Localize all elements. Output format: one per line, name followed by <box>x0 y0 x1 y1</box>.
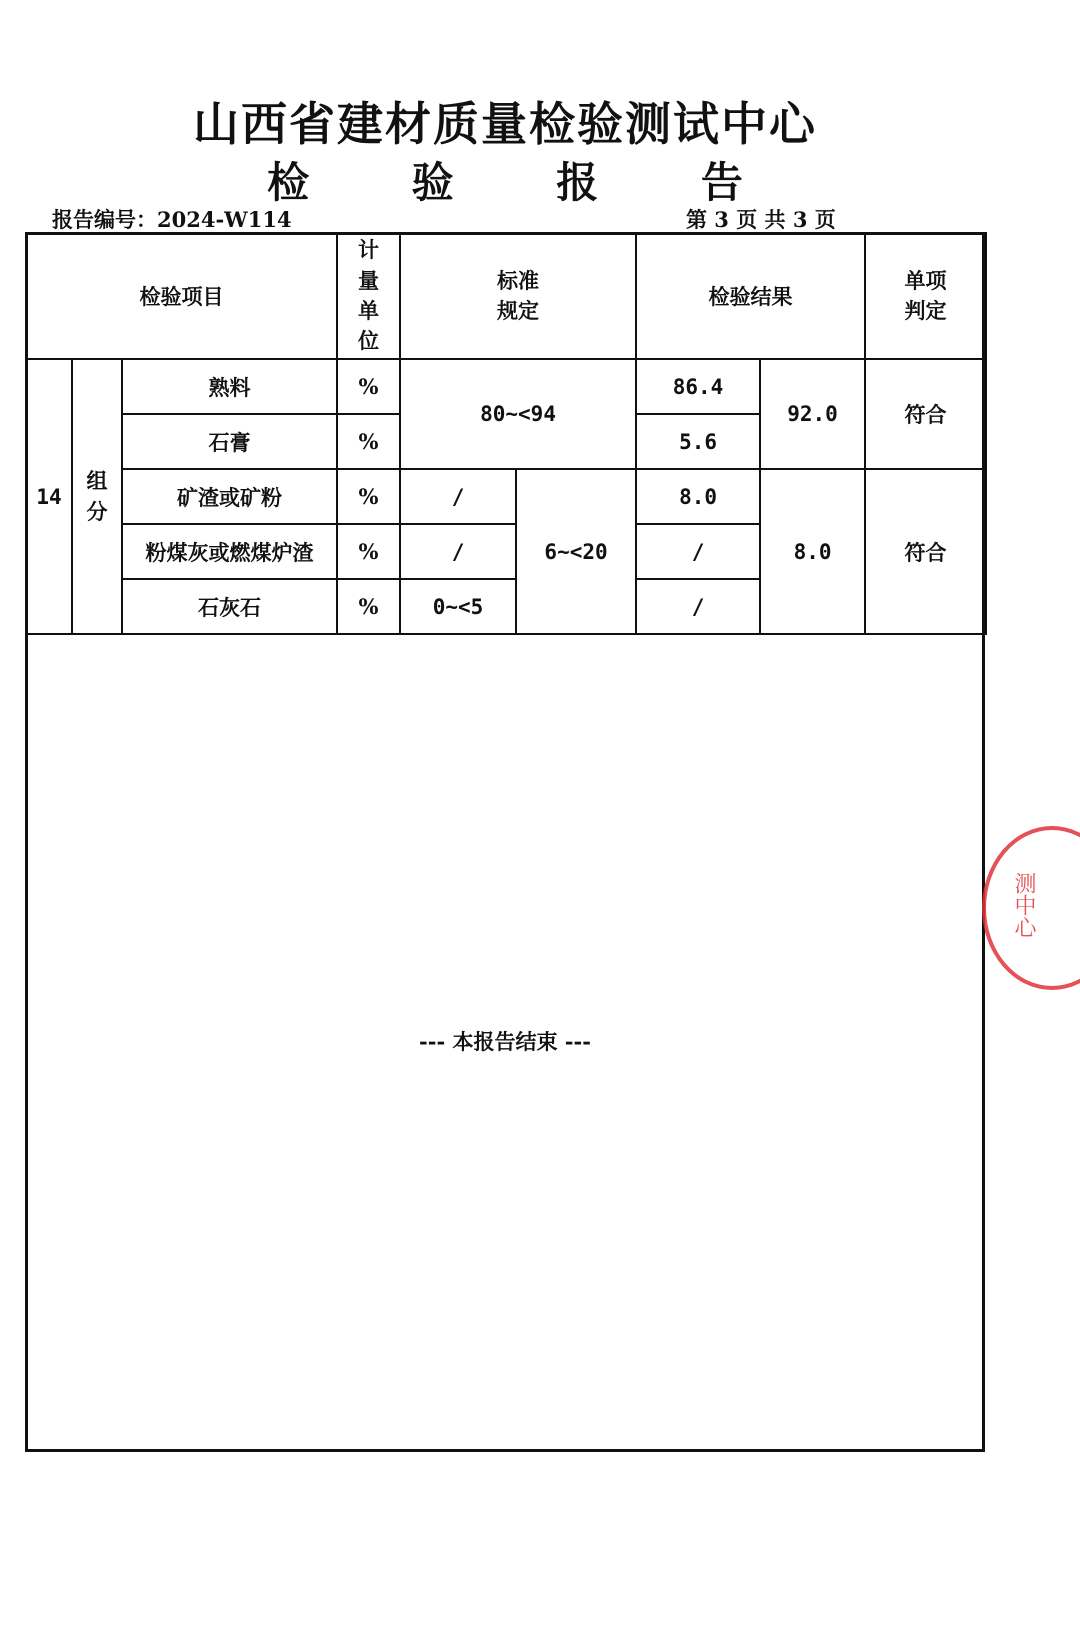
seal-text: 测中心 <box>1011 872 1036 938</box>
page-indicator: 第 3 页 共 3 页 <box>686 207 836 232</box>
standard-value: / <box>400 469 516 524</box>
organization-title: 山西省建材质量检验测试中心 <box>193 97 817 151</box>
report-end-note: --- 本报告结束 --- <box>419 1029 591 1054</box>
item-name: 熟料 <box>122 359 337 414</box>
table-row <box>26 469 986 524</box>
combined-result: 8.0 <box>760 469 865 634</box>
item-unit: % <box>337 579 400 634</box>
judgment-value: 符合 <box>865 469 986 634</box>
item-name: 石膏 <box>122 414 337 469</box>
item-unit: % <box>337 524 400 579</box>
group-standard-value: 6~<20 <box>516 469 636 634</box>
table-header-row <box>26 233 986 359</box>
group-label: 组分 <box>72 359 122 634</box>
standard-value: 0~<5 <box>400 579 516 634</box>
result-value: 86.4 <box>636 359 760 414</box>
header-item: 检验项目 <box>26 233 337 359</box>
table-row <box>26 359 986 414</box>
standard-value: 80~<94 <box>400 359 636 469</box>
item-unit: % <box>337 414 400 469</box>
item-name: 矿渣或矿粉 <box>122 469 337 524</box>
item-name: 粉煤灰或燃煤炉渣 <box>122 524 337 579</box>
result-value: / <box>636 524 760 579</box>
result-value: 5.6 <box>636 414 760 469</box>
standard-value: / <box>400 524 516 579</box>
result-value: 8.0 <box>636 469 760 524</box>
header-judgment: 单项判定 <box>865 233 986 359</box>
report-number: 报告编号：2024-W114 <box>52 207 292 232</box>
header-result: 检验结果 <box>636 233 865 359</box>
header-unit: 计量单位 <box>337 233 400 359</box>
judgment-value: 符合 <box>865 359 986 469</box>
combined-result: 92.0 <box>760 359 865 469</box>
report-title: 检 验 报 告 <box>267 158 787 207</box>
row-number: 14 <box>26 359 72 634</box>
item-unit: % <box>337 469 400 524</box>
item-unit: % <box>337 359 400 414</box>
test-results-table <box>25 232 987 635</box>
header-standard: 标准规定 <box>400 233 636 359</box>
result-value: / <box>636 579 760 634</box>
item-name: 石灰石 <box>122 579 337 634</box>
